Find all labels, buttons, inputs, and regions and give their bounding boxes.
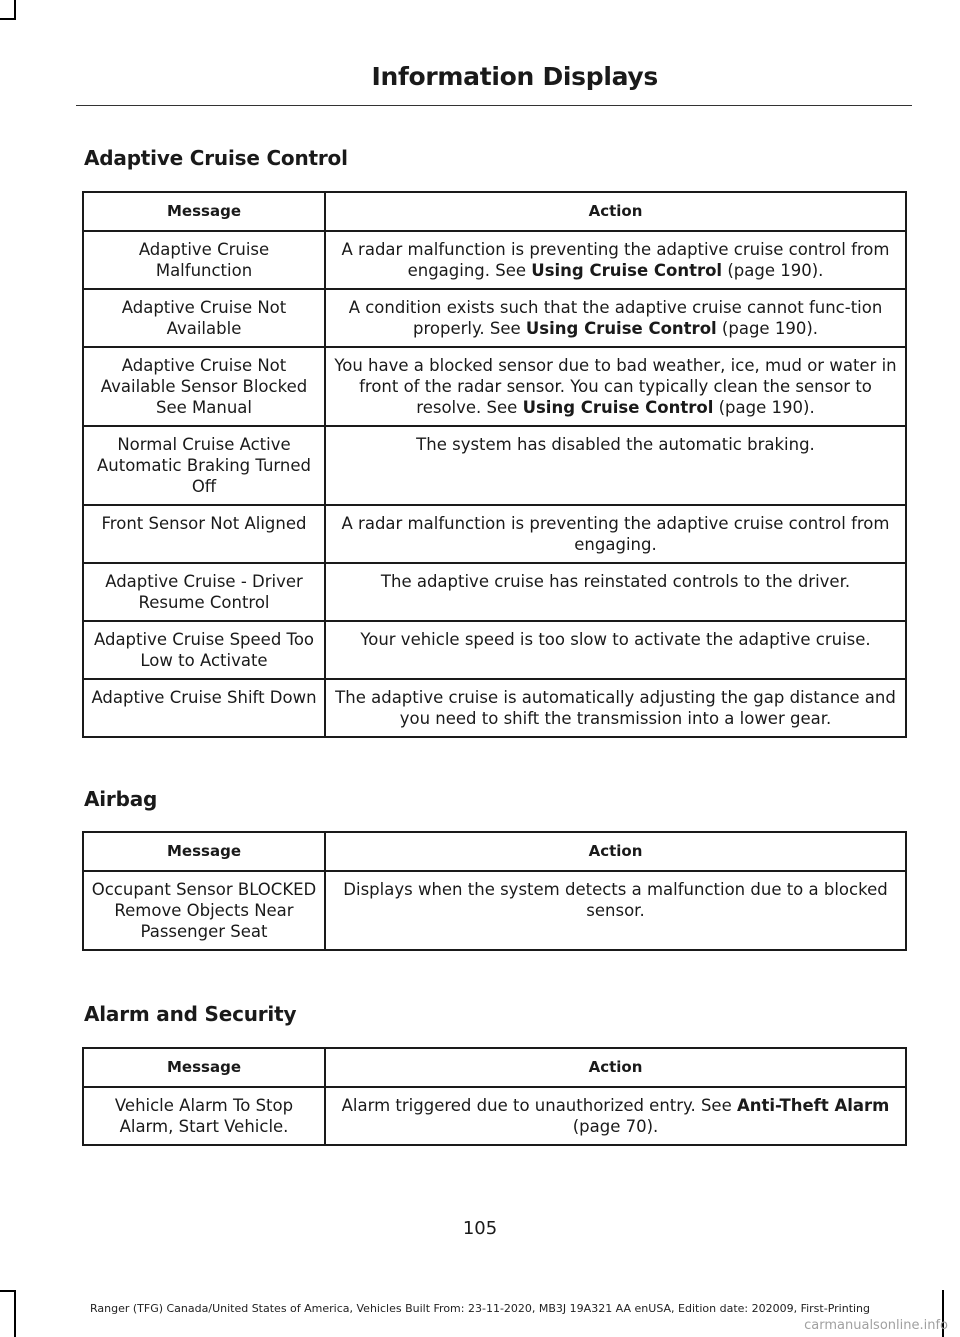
message-cell: Occupant Sensor BLOCKED Remove Objects Near Passenger Seat [83, 871, 325, 950]
message-cell: Adaptive Cruise Shift Down [83, 679, 325, 737]
action-cell [325, 347, 906, 426]
page-header-title: Information Displays [371, 62, 658, 91]
table-header-row [83, 192, 906, 231]
cross-reference-link[interactable]: Using Cruise Control [522, 398, 714, 417]
section-title-adaptive-cruise: Adaptive Cruise Control [84, 146, 348, 170]
column-header-message: Message [83, 832, 325, 871]
column-header-action: Action [325, 192, 906, 231]
page-reference: (page 70). [572, 1117, 659, 1136]
page-number: 105 [462, 1218, 498, 1239]
message-cell: Adaptive Cruise Not Available Sensor Blocked See Manual [83, 347, 325, 426]
action-cell: The system has disabled the automatic braking. [325, 426, 906, 505]
crop-mark [14, 0, 16, 20]
crop-mark [0, 1290, 16, 1292]
message-cell: Vehicle Alarm To Stop Alarm, Start Vehicle. [83, 1087, 325, 1145]
action-cell: Your vehicle speed is too slow to activate the adaptive cruise. [325, 621, 906, 679]
action-cell: Displays when the system detects a malfunction due to a blocked sensor. [325, 871, 906, 950]
header-divider [76, 105, 912, 106]
alarm-security-table [82, 1047, 907, 1146]
message-cell: Adaptive Cruise - Driver Resume Control [83, 563, 325, 621]
table-row [83, 1087, 906, 1145]
action-cell: A radar malfunction is preventing the adaptive cruise control from engaging. [325, 505, 906, 563]
table-row [83, 231, 906, 289]
message-cell: Adaptive Cruise Speed Too Low to Activate [83, 621, 325, 679]
action-cell: The adaptive cruise has reinstated controls to the driver. [325, 563, 906, 621]
action-cell [325, 1087, 906, 1145]
page-reference: (page 190). [716, 319, 818, 338]
table-header-row [83, 832, 906, 871]
table-row [83, 347, 906, 426]
cross-reference-link[interactable]: Using Cruise Control [531, 261, 723, 280]
table-row [83, 871, 906, 950]
footer-text: Ranger (TFG) Canada/United States of America, Vehicles Built From: 23-11-2020, MB3J 19A321 AA enUSA, Edition date: 202009, First-Printing [89, 1302, 871, 1315]
airbag-table [82, 831, 907, 951]
action-text: You have a blocked sensor due to bad weather, ice, mud or water in front of the radar sensor. You can typically clean the sensor to resolve. See [334, 356, 897, 417]
message-cell: Front Sensor Not Aligned [83, 505, 325, 563]
cross-reference-link[interactable]: Using Cruise Control [525, 319, 717, 338]
action-cell [325, 289, 906, 347]
cross-reference-link[interactable]: Anti-Theft Alarm [736, 1096, 890, 1115]
table-row [83, 426, 906, 505]
column-header-message: Message [83, 1048, 325, 1087]
section-title-airbag: Airbag [84, 787, 158, 811]
table-row [83, 563, 906, 621]
action-cell [325, 231, 906, 289]
action-cell: The adaptive cruise is automatically adjusting the gap distance and you need to shift the transmission into a lower gear. [325, 679, 906, 737]
table-row [83, 621, 906, 679]
column-header-message: Message [83, 192, 325, 231]
message-cell: Adaptive Cruise Not Available [83, 289, 325, 347]
page-reference: (page 190). [713, 398, 815, 417]
action-text: A condition exists such that the adaptive cruise cannot func-tion properly. See [348, 298, 883, 338]
message-cell: Normal Cruise Active Automatic Braking Turned Off [83, 426, 325, 505]
column-header-action: Action [325, 1048, 906, 1087]
table-row [83, 289, 906, 347]
section-title-alarm-security: Alarm and Security [84, 1002, 297, 1026]
watermark: carmanualsonline.info [804, 1318, 948, 1333]
table-header-row [83, 1048, 906, 1087]
crop-mark [0, 18, 16, 20]
table-row [83, 679, 906, 737]
page-reference: (page 190). [722, 261, 824, 280]
action-text: Alarm triggered due to unauthorized entry. See [341, 1096, 737, 1115]
column-header-action: Action [325, 832, 906, 871]
message-cell: Adaptive Cruise Malfunction [83, 231, 325, 289]
adaptive-cruise-table [82, 191, 907, 738]
action-text: A radar malfunction is preventing the adaptive cruise control from engaging. See [341, 240, 890, 280]
table-row [83, 505, 906, 563]
